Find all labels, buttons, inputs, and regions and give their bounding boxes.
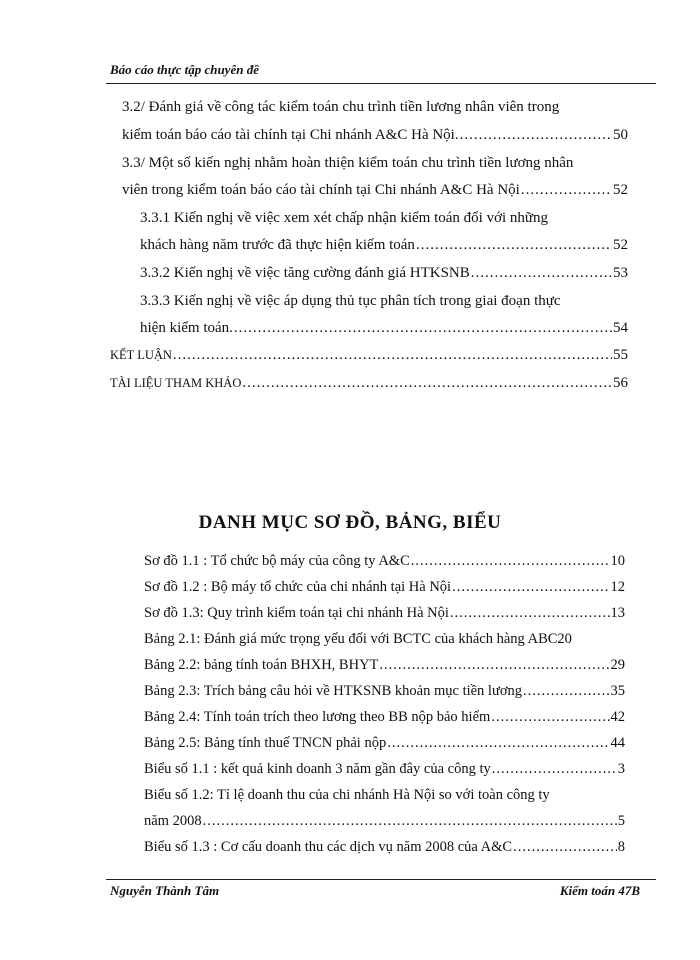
figure-entry-label: Bảng 2.5: Bảng tính thuế TNCN phải nộp — [144, 735, 387, 751]
toc-page-number: 55 — [613, 347, 628, 363]
toc-page-number: 54 — [613, 320, 628, 336]
dot-leader — [411, 552, 610, 570]
dot-leader — [173, 346, 612, 364]
toc-item-3-3-3[interactable] — [140, 319, 628, 337]
figure-page-number: 44 — [610, 735, 625, 751]
figure-entry[interactable] — [144, 630, 572, 648]
figure-entry-label: Sơ đồ 1.1 : Tổ chức bộ máy của công ty A&C — [144, 553, 410, 569]
figure-entry[interactable] — [144, 604, 625, 622]
dot-leader — [523, 682, 610, 700]
figure-page-number: 29 — [610, 657, 625, 673]
figure-page-number: 12 — [610, 579, 625, 595]
figure-entry-label: Sơ đồ 1.2 : Bộ máy tổ chức của chi nhánh tại Hà Nội — [144, 579, 452, 595]
footer-author: Nguyễn Thành Tâm — [110, 883, 220, 898]
toc-item-3-3-line2: viên trong kiểm toán báo cáo tài chính tại Chi nhánh A&C Hà Nội — [122, 182, 520, 198]
toc-page-number: 52 — [613, 182, 628, 198]
figure-entry[interactable] — [144, 656, 625, 674]
figure-page-number: 5 — [617, 813, 625, 829]
figure-entry[interactable] — [144, 838, 625, 856]
toc-page-number: 56 — [613, 375, 628, 391]
figure-entry-label: Bảng 2.1: Đánh giá mức trọng yếu đối với BCTC của khách hàng ABC20 — [144, 631, 572, 647]
dot-leader — [416, 236, 612, 254]
figures-list-title: DANH MỤC SƠ ĐỒ, BẢNG, BIỂU — [198, 512, 502, 533]
dot-leader — [491, 708, 609, 726]
dot-leader — [521, 181, 612, 199]
figure-page-number: 13 — [610, 605, 625, 621]
toc-item-3-3-3-line1: 3.3.3 Kiến nghị về việc áp dụng thủ tục phân tích trong giai đoạn thực — [140, 293, 561, 309]
toc-item-3-2-line2: kiểm toán báo cáo tài chính tại Chi nhánh A&C Hà Nội. — [122, 127, 459, 143]
dot-leader — [450, 604, 610, 622]
footer-class: Kiểm toán 47B — [559, 883, 640, 898]
figure-entry[interactable] — [144, 734, 625, 752]
figure-entry[interactable] — [144, 578, 625, 596]
figure-entry-label: năm 2008 — [144, 813, 202, 829]
toc-item-3-3-1-line2: khách hàng năm trước đã thực hiện kiểm toán — [140, 237, 415, 253]
toc-item-3-3-line1: 3.3/ Một số kiến nghị nhằm hoàn thiện kiểm toán chu trình tiền lương nhân — [122, 155, 574, 171]
figure-entry-label: Bảng 2.2: bảng tính toán BHXH, BHYT — [144, 657, 379, 673]
figure-entry-label: Biểu số 1.3 : Cơ cấu doanh thu các dịch vụ năm 2008 của A&C — [144, 839, 513, 855]
toc-conclusion[interactable] — [110, 346, 628, 364]
dot-leader — [471, 264, 612, 282]
running-header: Báo cáo thực tập chuyên đề — [110, 62, 259, 77]
figure-entry[interactable] — [144, 708, 625, 726]
dot-leader — [234, 319, 612, 337]
dot-leader — [460, 126, 612, 144]
figure-entry[interactable] — [144, 760, 625, 778]
figure-page-number: 10 — [610, 553, 625, 569]
figure-page-number: 35 — [610, 683, 625, 699]
dot-leader — [379, 656, 609, 674]
dot-leader — [242, 374, 612, 392]
toc-item-3-3[interactable] — [122, 181, 628, 199]
toc-item-3-3-2-label: 3.3.2 Kiến nghị về việc tăng cường đánh giá HTKSNB — [140, 265, 470, 281]
figure-page-number: 42 — [610, 709, 625, 725]
toc-references-label: TÀI LIỆU THAM KHẢO — [110, 376, 242, 390]
toc-page-number: 52 — [613, 237, 628, 253]
toc-page-number: 53 — [613, 265, 628, 281]
toc-page-number: 50 — [613, 127, 628, 143]
toc-item-3-3-1[interactable] — [140, 236, 628, 254]
toc-conclusion-label: KẾT LUẬN — [110, 348, 172, 362]
toc-item-3-3-1-line1: 3.3.1 Kiến nghị về việc xem xét chấp nhận kiểm toán đối với những — [140, 210, 549, 226]
toc-references[interactable] — [110, 374, 628, 392]
figure-entry-label: Biểu số 1.1 : kết quả kinh doanh 3 năm gần đây của công ty — [144, 761, 491, 777]
dot-leader — [387, 734, 609, 752]
figure-entry-label: Bảng 2.3: Trích bảng câu hỏi về HTKSNB khoản mục tiền lương — [144, 683, 522, 699]
toc-item-3-2-line1: 3.2/ Đánh giá về công tác kiểm toán chu trình tiền lương nhân viên trong — [122, 99, 560, 115]
figure-entry-label: Sơ đồ 1.3: Quy trình kiểm toán tại chi nhánh Hà Nội — [144, 605, 449, 621]
toc-item-3-3-3-line2: hiện kiểm toán. — [140, 320, 233, 336]
toc-item-3-3-2[interactable] — [140, 264, 628, 282]
figure-entry[interactable] — [144, 682, 625, 700]
dot-leader — [203, 812, 617, 830]
figure-entry[interactable] — [144, 812, 625, 830]
header-rule — [106, 83, 656, 84]
figure-page-number: 8 — [617, 839, 625, 855]
figure-page-number: 3 — [617, 761, 625, 777]
dot-leader — [513, 838, 617, 856]
dot-leader — [452, 578, 609, 596]
figure-entry-label: Bảng 2.4: Tính toán trích theo lương theo BB nộp bảo hiểm — [144, 709, 491, 725]
dot-leader — [492, 760, 617, 778]
figure-entry[interactable] — [144, 552, 625, 570]
footer-rule — [106, 879, 656, 880]
figure-entry-line1: Biểu số 1.2: Tỉ lệ doanh thu của chi nhánh Hà Nội so với toàn công ty — [144, 787, 550, 803]
toc-item-3-2[interactable] — [122, 126, 628, 144]
